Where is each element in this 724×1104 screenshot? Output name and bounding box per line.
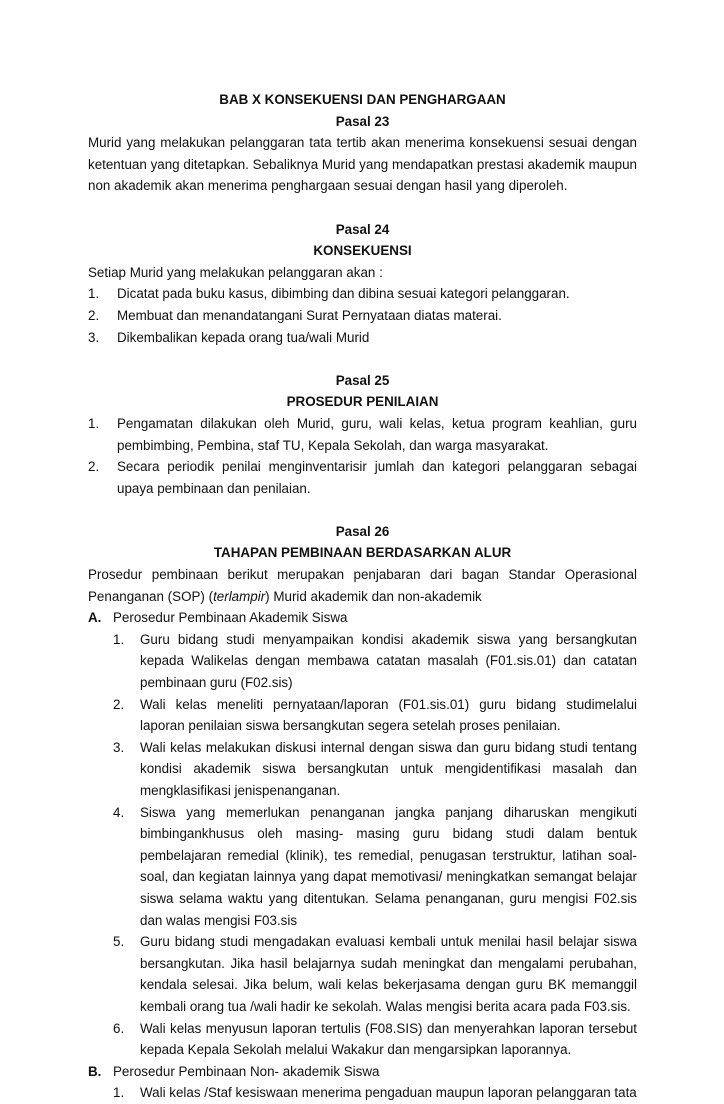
list-number: 2. <box>88 307 100 323</box>
list-item <box>88 413 637 456</box>
list-number: 4. <box>113 804 125 820</box>
pasal-23-title: Pasal 23 <box>335 113 390 129</box>
intro-text: ) Murid akademik dan non-akademik <box>265 588 482 604</box>
list-item <box>113 1082 637 1104</box>
list-text: Wali kelas /Staf kesiswaan menerima pengaduan maupun laporan pelanggaran tata <box>140 1085 637 1101</box>
list-number: 1. <box>113 1085 125 1101</box>
pasal-25-subtitle: PROSEDUR PENILAIAN <box>286 394 439 410</box>
pasal-26-intro <box>88 564 637 607</box>
list-text: Dikembalikan kepada orang tua/wali Murid <box>117 329 370 345</box>
list-text: Guru bidang studi mengadakan evaluasi kembali untuk menilai hasil belajar siswa bersangkutan. Jika hasil belajarnya sudah meningkat dan mengalami perubahan, kendala selesai. Jika belum, wali kelas bekerjasama dengan guru BK memanggil kembali orang tua /wali hadir ke sekolah. Walas mengisi berita acara pada F03.sis. <box>140 934 637 1014</box>
list-number: 6. <box>113 1020 125 1036</box>
list-text: Guru bidang studi menyampaikan kondisi akademik siswa yang bersangkutan kepada Walikelas dengan membawa catatan masalah (F01.sis.01) dan catatan pembinaan guru (F02.sis) <box>140 631 637 691</box>
list-number: 2. <box>88 459 100 475</box>
list-number: 3. <box>88 329 100 345</box>
list-item <box>113 1018 637 1061</box>
pasal-24-intro: Setiap Murid yang melakukan pelanggaran akan : <box>88 264 383 280</box>
pasal-26-subtitle: TAHAPAN PEMBINAAN BERDASARKAN ALUR <box>213 545 512 561</box>
list-item <box>88 305 637 327</box>
intro-text: Prosedur pembinaan berikut merupakan penjabaran dari bagan Standar Operasional Penanganan (SOP) ( <box>88 567 637 604</box>
pasal-25-title: Pasal 25 <box>335 372 390 388</box>
list-number: 1. <box>88 286 100 302</box>
list-item <box>113 737 637 802</box>
document-page <box>88 89 637 1104</box>
list-number: 1. <box>88 415 100 431</box>
list-number: 3. <box>113 739 125 755</box>
list-item <box>113 694 637 737</box>
list-number: 1. <box>113 631 125 647</box>
pasal-23-body: Murid yang melakukan pelanggaran tata tertib akan menerima konsekuensi sesuai dengan ketentuan yang ditetapkan. Sebaliknya Murid yang mendapatkan prestasi akademik maupun non akademik akan menerima penghargaan sesuai dengan hasil yang diperoleh. <box>88 135 637 194</box>
section-a-heading <box>88 607 637 629</box>
list-number: 5. <box>113 934 125 950</box>
list-item <box>88 327 637 349</box>
list-text: Siswa yang memerlukan penanganan jangka panjang diharuskan mengikuti bimbingankhusus oleh masing- masing guru bidang studi dalam bentuk pembelajaran remedial (klinik), tes remedial, penugasan terstruktur, latihan soal-soal, dan kegiatan lainnya yang dapat memotivasi/ meningkatkan semangat belajar siswa selama waktu yang ditentukan. Selama penanganan, guru mengisi F02.sis dan walas mengisi F03.sis <box>140 804 637 928</box>
list-text: Membuat dan menandatangani Surat Pernyataan diatas materai. <box>117 307 502 323</box>
pasal-24-title: Pasal 24 <box>335 221 390 237</box>
list-item <box>113 802 637 932</box>
list-text: Pengamatan dilakukan oleh Murid, guru, wali kelas, ketua program keahlian, guru pembimbing, Pembina, staf TU, Kepala Sekolah, dan warga masyarakat. <box>117 415 637 453</box>
list-text: Secara periodik penilai menginventarisir jumlah dan kategori pelanggaran sebagai upaya pembinaan dan penilaian. <box>117 459 637 496</box>
pasal-24-subtitle: KONSEKUENSI <box>313 243 412 259</box>
list-text: Wali kelas menyusun laporan tertulis (F08.SIS) dan menyerahkan laporan tersebut kepada Kepala Sekolah melalui Wakakur dan mengarsipkan laporannya. <box>140 1020 637 1058</box>
list-item <box>88 283 637 305</box>
list-text: Wali kelas melakukan diskusi internal dengan siswa dan guru bidang studi tentang kondisi akademik siswa bersangkutan untuk mengidentifikasi masalah dan mengklasifikasi jenispenanganan. <box>140 739 637 798</box>
section-letter: A. <box>88 610 102 626</box>
intro-italic: terlampir <box>213 588 266 604</box>
list-item <box>113 931 637 1017</box>
chapter-title: BAB X KONSEKUENSI DAN PENGHARGAAN <box>219 92 506 107</box>
section-letter: B. <box>88 1063 102 1079</box>
section-title: Perosedur Pembinaan Non- akademik Siswa <box>113 1063 380 1079</box>
list-number: 2. <box>113 696 125 712</box>
pasal-26-title: Pasal 26 <box>335 523 390 539</box>
list-item <box>113 629 637 694</box>
list-text: Wali kelas meneliti pernyataan/laporan (F01.sis.01) guru bidang studimelalui laporan penilaian siswa bersangkutan segera setelah proses penilaian. <box>140 696 637 734</box>
section-b-heading <box>88 1061 637 1083</box>
list-item <box>88 456 637 499</box>
section-title: Perosedur Pembinaan Akademik Siswa <box>113 610 348 626</box>
list-text: Dicatat pada buku kasus, dibimbing dan dibina sesuai kategori pelanggaran. <box>117 286 570 302</box>
